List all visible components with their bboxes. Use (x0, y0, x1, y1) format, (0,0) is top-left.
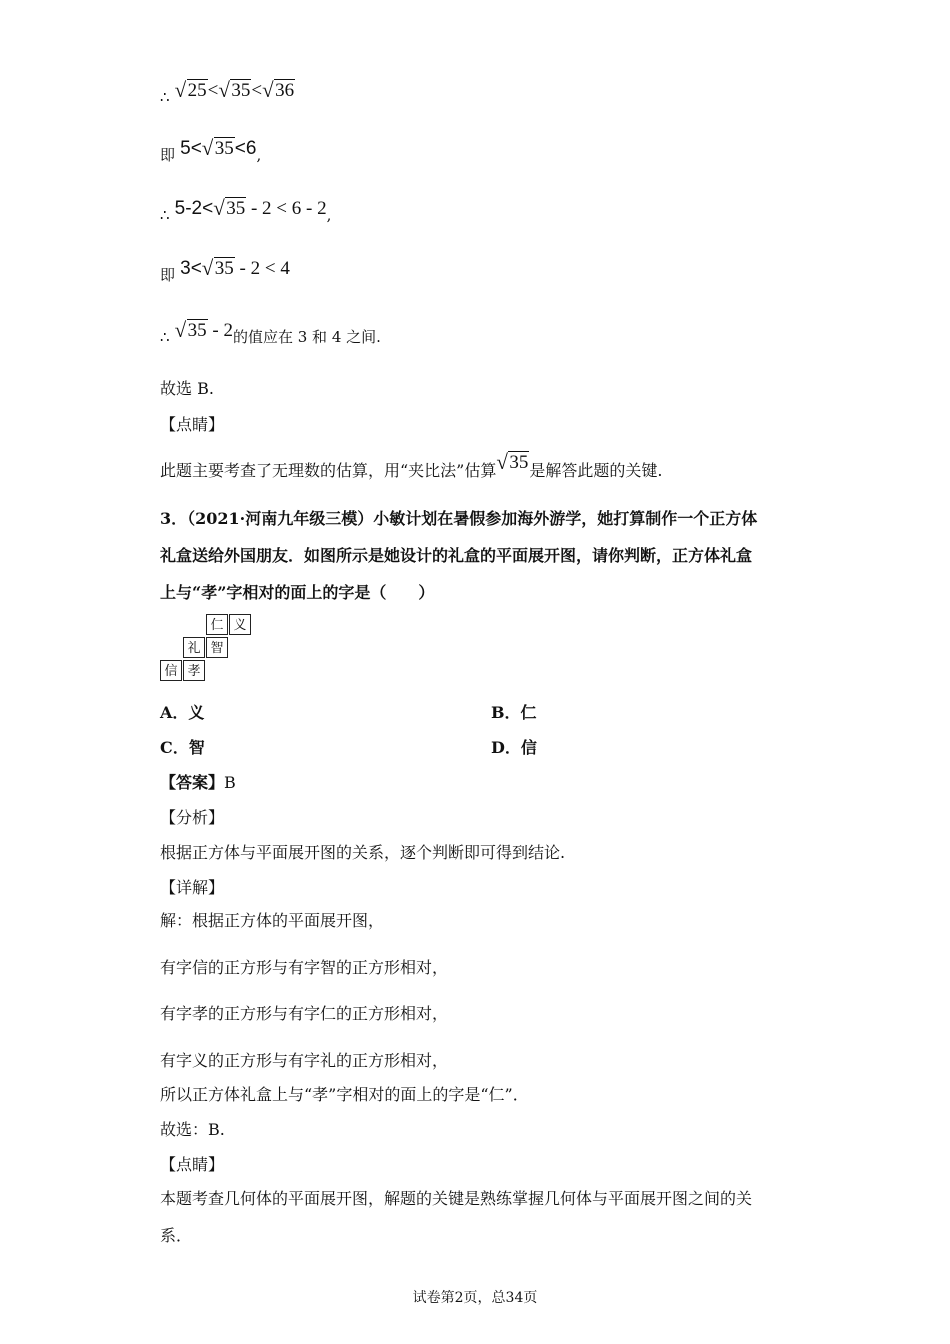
analysis-text: 根据正方体与平面展开图的关系，逐个判断即可得到结论. (160, 843, 566, 862)
q2-comment-label: 【点睛】 (160, 415, 225, 434)
sqrt-25: √ 25 (174, 78, 207, 102)
option-a: A．义 (160, 703, 205, 722)
net-cell-xiao: 孝 (183, 660, 205, 681)
q3-stem-line-3: 上与“孝”字相对的面上的字是（ ） (160, 583, 435, 602)
three: 3 (180, 258, 191, 279)
option-d: D．信 (491, 738, 537, 757)
sqrt-35: √ 35 (213, 196, 246, 220)
less-than: < (207, 80, 219, 101)
q2-comment-text: 此题主要考查了无理数的估算，用“夹比法”估算 √ 35是解答此题的关键. (160, 450, 663, 480)
sqrt-35: √ 35 (496, 450, 529, 474)
sqrt-35: √ 35 (201, 256, 234, 280)
detail-line-2: 有字信的正方形与有字智的正方形相对， (160, 958, 449, 977)
less-than: < (251, 80, 263, 101)
ineq-line-4: 即 3< √ 35 - 2 < 4 (160, 256, 290, 284)
ineq-tail: - 2 < 4 (234, 258, 290, 279)
six: 6 (245, 138, 257, 159)
sqrt-36: √ 36 (262, 78, 295, 102)
five: 5 (180, 138, 191, 159)
q3-stem-line-1: 3．（2021·河南九年级三模）小敏计划在暑假参加海外游学，她打算制作一个正方体 (160, 509, 758, 528)
sqrt-35: √ 35 (218, 78, 251, 102)
answer-row (160, 770, 236, 793)
ji-label: 即 (160, 146, 176, 164)
option-b: B．仁 (491, 703, 537, 722)
analysis-label: 【分析】 (160, 808, 225, 827)
q2-conclusion: 故选 B. (160, 379, 214, 398)
option-c: C．智 (160, 738, 205, 757)
range-statement: 的值应在 3 和 4 之间. (232, 328, 381, 346)
ineq-line-5: ∴ √ 35 - 2的值应在 3 和 4 之间. (160, 318, 381, 346)
therefore-symbol: ∴ (160, 88, 170, 106)
q3-stem-line-2: 礼盒送给外国朋友．如图所示是她设计的礼盒的平面展开图，请你判断，正方体礼盒 (160, 546, 753, 565)
sqrt-35: √ 35 (174, 318, 207, 342)
cube-net-figure (160, 614, 260, 684)
detail-label: 【详解】 (160, 878, 225, 897)
detail-line-3: 有字孝的正方形与有字仁的正方形相对， (160, 1004, 449, 1023)
detail-line-5: 所以正方体礼盒上与“孝”字相对的面上的字是“仁”． (160, 1085, 529, 1104)
five-minus-two: 5-2 (174, 198, 203, 219)
net-cell-yi: 义 (229, 614, 251, 635)
sqrt-35: √ 35 (201, 136, 234, 160)
page-footer: 试卷第2页，总34页 (412, 1290, 538, 1306)
ineq-line-1 (160, 78, 295, 106)
comment-line-1: 本题考查几何体的平面展开图，解题的关键是熟练掌握几何体与平面展开图之间的关 (160, 1189, 753, 1208)
answer-label: 【答案】 (160, 773, 225, 792)
detail-line-1: 解：根据正方体的平面展开图， (160, 911, 385, 930)
ineq-line-2: 即 5< √ 35<6, (160, 136, 262, 164)
answer-value: B (224, 773, 236, 792)
net-cell-li: 礼 (183, 637, 205, 658)
ineq-line-3: ∴ 5-2< √ 35 - 2 < 6 - 2, (160, 196, 332, 224)
comment-line-2: 系． (160, 1226, 193, 1245)
ineq-tail: - 2 < 6 - 2 (246, 198, 327, 219)
detail-line-4: 有字义的正方形与有字礼的正方形相对， (160, 1051, 449, 1070)
net-cell-zhi: 智 (206, 637, 228, 658)
net-cell-ren: 仁 (206, 614, 228, 635)
detail-line-6: 故选：B. (160, 1120, 225, 1139)
comment-label: 【点睛】 (160, 1155, 225, 1174)
net-cell-xin: 信 (160, 660, 182, 681)
